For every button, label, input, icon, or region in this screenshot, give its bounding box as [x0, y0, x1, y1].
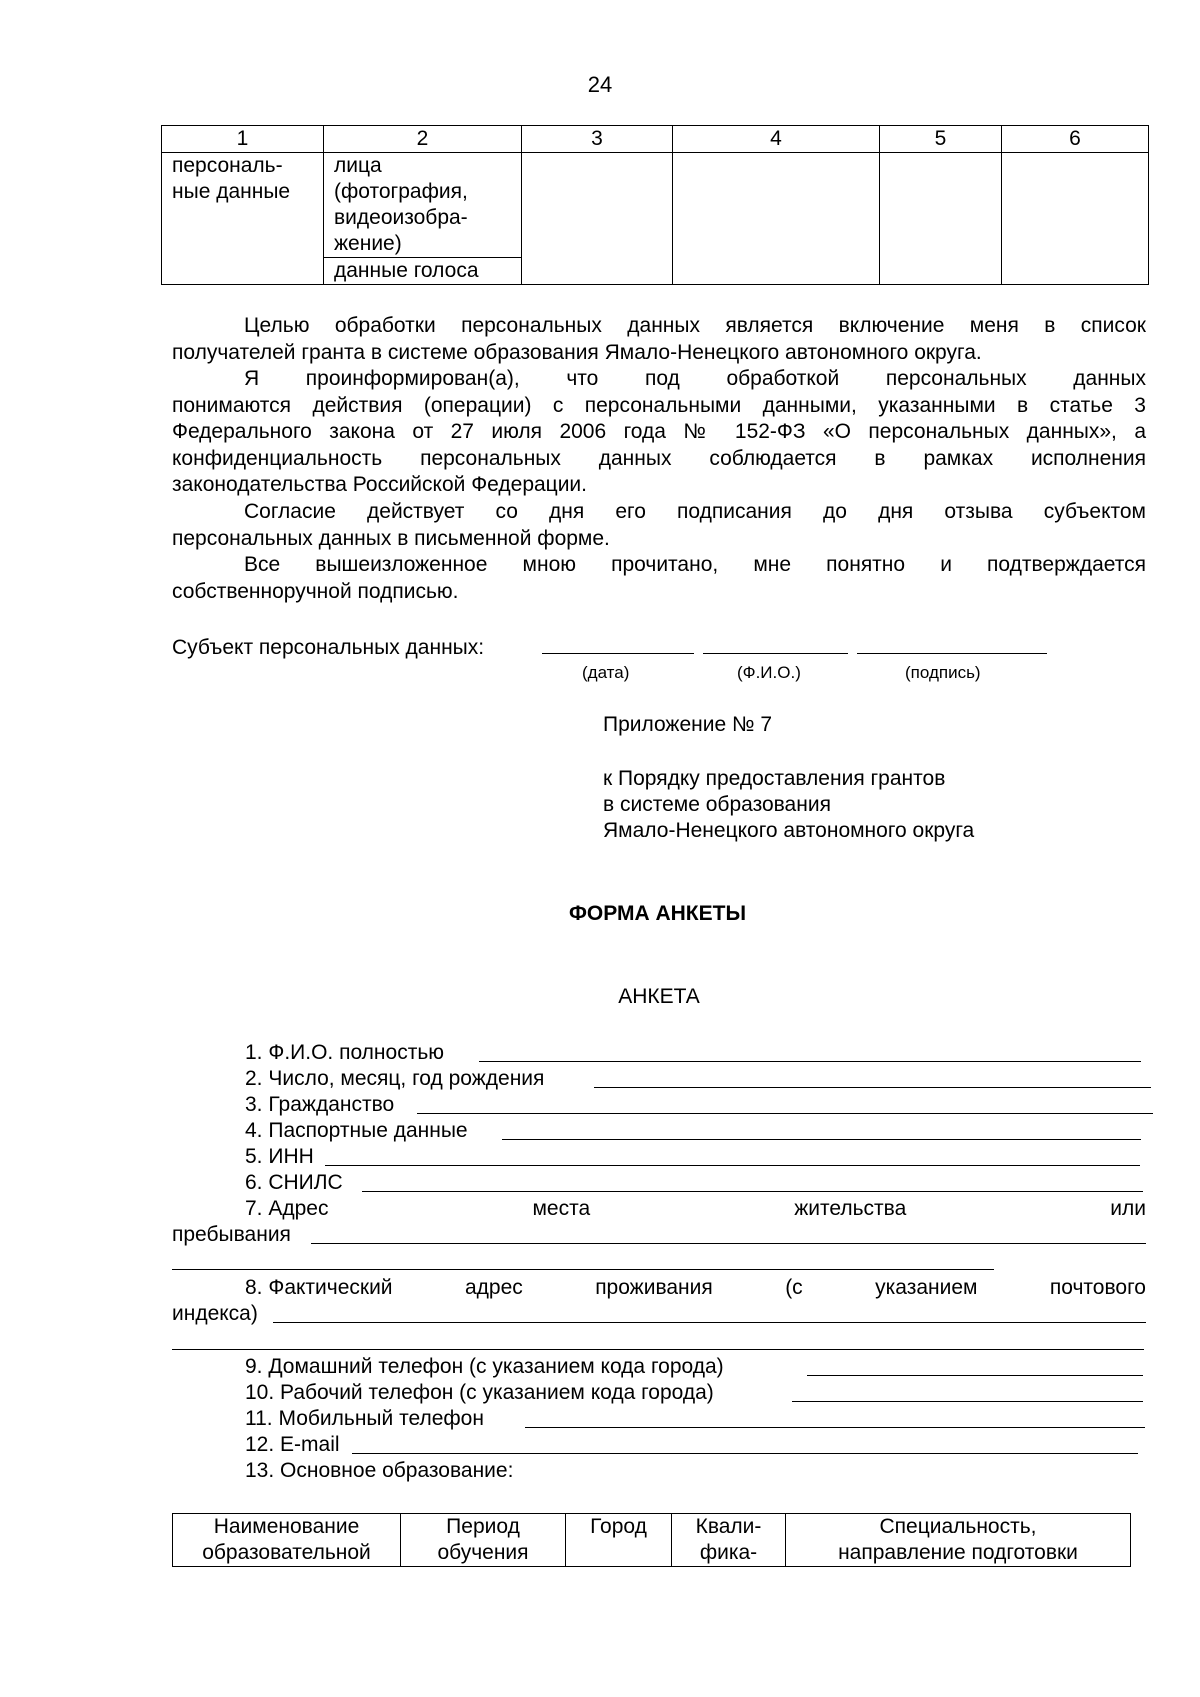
- consent-paragraph-confirmation: [172, 552, 1146, 605]
- field-label: 2. Число, месяц, год рождения: [245, 1067, 545, 1090]
- field-label: индекса): [172, 1302, 258, 1325]
- field-home-phone-line[interactable]: [807, 1375, 1143, 1376]
- field-label: указанием: [875, 1276, 978, 1299]
- field-label: 10. Рабочий телефон (с указанием кода города): [245, 1381, 714, 1404]
- field-inn-line[interactable]: [325, 1165, 1140, 1166]
- field-label: проживания: [595, 1276, 713, 1299]
- field-actual-address-line-2[interactable]: [172, 1349, 1144, 1350]
- table-header-row: [162, 126, 1149, 153]
- field-mobile-phone: [245, 1406, 1150, 1432]
- table-header-cell: Квали- фика-: [672, 1514, 786, 1567]
- cell-text: ные данные: [172, 180, 291, 203]
- consent-paragraph-informed: [172, 366, 1146, 499]
- table-header-cell: 1: [162, 126, 324, 153]
- questionnaire-title: АНКЕТА: [618, 985, 700, 1008]
- text-line: собственноручной подписью.: [172, 579, 459, 603]
- table-header-cell: 4: [673, 126, 880, 153]
- field-label: пребывания: [172, 1223, 291, 1246]
- text-line: Согласие действует со дня его подписания до дня отзыва субъектом: [244, 500, 1146, 523]
- signature-label: Субъект персональных данных:: [172, 636, 485, 659]
- field-residence-address-line-2[interactable]: [172, 1269, 994, 1270]
- field-label: 13. Основное образование:: [245, 1459, 514, 1482]
- field-actual-address-line[interactable]: [273, 1322, 1146, 1323]
- table-header-cell: 5: [880, 126, 1002, 153]
- text-line: персональных данных в письменной форме.: [172, 526, 610, 550]
- field-passport-line[interactable]: [502, 1139, 1141, 1140]
- consent-paragraph-purpose: [172, 313, 1146, 366]
- text-line: конфиденциальность персональных данных соблюдается в рамках исполнения: [172, 446, 1146, 470]
- text-line: Целью обработки персональных данных является включение меня в список: [244, 314, 1146, 337]
- cell-text: лица: [334, 154, 382, 177]
- table-header-row: [173, 1514, 1131, 1567]
- field-birth-date: [245, 1066, 1155, 1092]
- table-cell-item: данные голоса: [324, 258, 522, 285]
- field-residence-address-cont: [172, 1222, 1152, 1248]
- cell-text: видеоизобра-: [334, 206, 468, 229]
- field-label: 4. Паспортные данные: [245, 1119, 468, 1142]
- field-work-phone-line[interactable]: [792, 1401, 1143, 1402]
- field-mobile-phone-line[interactable]: [525, 1427, 1145, 1428]
- caption-name: (Ф.И.О.): [737, 663, 801, 682]
- table-header-cell: 3: [522, 126, 673, 153]
- text-line: Я проинформирован(а), что под обработкой персональных данных: [244, 367, 1146, 390]
- table-cell-empty: [673, 153, 880, 285]
- page-number: 24: [587, 72, 613, 97]
- signature-sign-line[interactable]: [857, 653, 1047, 654]
- signature-name-line[interactable]: [703, 653, 848, 654]
- field-inn: [245, 1144, 1145, 1170]
- table-header-cell: 2: [324, 126, 522, 153]
- caption-date: (дата): [582, 663, 630, 682]
- table-header-cell: 6: [1002, 126, 1149, 153]
- table-header-cell: Специальность, направление подготовки: [786, 1514, 1131, 1567]
- field-residence-address-extra: [172, 1248, 1152, 1274]
- appendix-number: Приложение № 7: [603, 713, 773, 736]
- cell-text: жение): [334, 232, 402, 255]
- field-label: или: [1110, 1197, 1146, 1220]
- field-residence-address-line[interactable]: [311, 1243, 1146, 1244]
- field-residence-address: [245, 1196, 1146, 1222]
- caption-signature: (подпись): [905, 663, 981, 682]
- education-table: [172, 1513, 1131, 1567]
- field-label: адрес: [464, 1276, 523, 1299]
- field-label: 9. Домашний телефон (с указанием кода города): [245, 1355, 724, 1378]
- field-email: [245, 1432, 1145, 1458]
- field-label: жительства: [794, 1197, 907, 1220]
- text-line: Ямало-Ненецкого автономного округа: [603, 819, 975, 842]
- field-label: 1. Ф.И.О. полностью: [245, 1041, 445, 1064]
- text-line: получателей гранта в системе образования Ямало-Ненецкого автономного округа.: [172, 340, 982, 364]
- signature-date-line[interactable]: [542, 653, 694, 654]
- field-label: 6. СНИЛС: [245, 1171, 343, 1194]
- text-line: Федерального закона от 27 июля 2006 года № 152-ФЗ «О персональных данных», а: [172, 420, 1146, 443]
- field-education: [245, 1458, 1145, 1484]
- field-snils-line[interactable]: [362, 1191, 1143, 1192]
- table-cell-item: [324, 153, 522, 258]
- field-label: 8. Фактический: [245, 1276, 393, 1299]
- table-cell-empty: [1002, 153, 1149, 285]
- table-row: [162, 153, 1149, 258]
- table-cell-empty: [522, 153, 673, 285]
- table-header-cell: Наименование образовательной: [173, 1514, 401, 1567]
- field-snils: [245, 1170, 1145, 1196]
- table-header-cell: Город: [566, 1514, 672, 1567]
- field-email-line[interactable]: [352, 1453, 1138, 1454]
- text-line: Все вышеизложенное мною прочитано, мне понятно и подтверждается: [244, 553, 1146, 576]
- field-actual-address-extra: [172, 1328, 1152, 1354]
- text-line: понимаются действия (операции) с персональными данными, указанными в статье 3: [172, 393, 1146, 417]
- field-label: 12. E-mail: [245, 1433, 340, 1456]
- field-passport: [245, 1118, 1145, 1144]
- field-label: 11. Мобильный телефон: [245, 1407, 484, 1430]
- field-actual-address: [245, 1275, 1146, 1301]
- field-actual-address-cont: [172, 1301, 1152, 1327]
- cell-text: персональ-: [172, 154, 283, 177]
- field-home-phone: [245, 1354, 1145, 1380]
- signature-block: [172, 635, 1172, 682]
- field-label: места: [532, 1197, 591, 1220]
- appendix-reference: [603, 766, 974, 844]
- text-line: законодательства Российской Федерации.: [172, 473, 587, 496]
- text-line: к Порядку предоставления грантов: [603, 767, 946, 790]
- table-cell-category: [162, 153, 324, 285]
- field-citizenship-line[interactable]: [417, 1113, 1153, 1114]
- field-birth-date-line[interactable]: [594, 1087, 1151, 1088]
- cell-text: (фотография,: [334, 180, 468, 203]
- table-cell-empty: [880, 153, 1002, 285]
- field-label: (с: [785, 1276, 803, 1299]
- field-label: почтового: [1049, 1276, 1146, 1299]
- form-title: ФОРМА АНКЕТЫ: [568, 902, 747, 925]
- text-line: в системе образования: [603, 793, 831, 816]
- field-label: 5. ИНН: [245, 1145, 314, 1168]
- personal-data-table: [161, 125, 1149, 285]
- field-full-name: [245, 1040, 1145, 1066]
- field-label: 3. Гражданство: [245, 1093, 395, 1116]
- field-label: 7. Адрес: [245, 1197, 329, 1220]
- field-citizenship: [245, 1092, 1155, 1118]
- field-full-name-line[interactable]: [479, 1061, 1141, 1062]
- table-header-cell: Период обучения: [401, 1514, 566, 1567]
- field-work-phone: [245, 1380, 1145, 1406]
- consent-paragraph-validity: [172, 499, 1146, 552]
